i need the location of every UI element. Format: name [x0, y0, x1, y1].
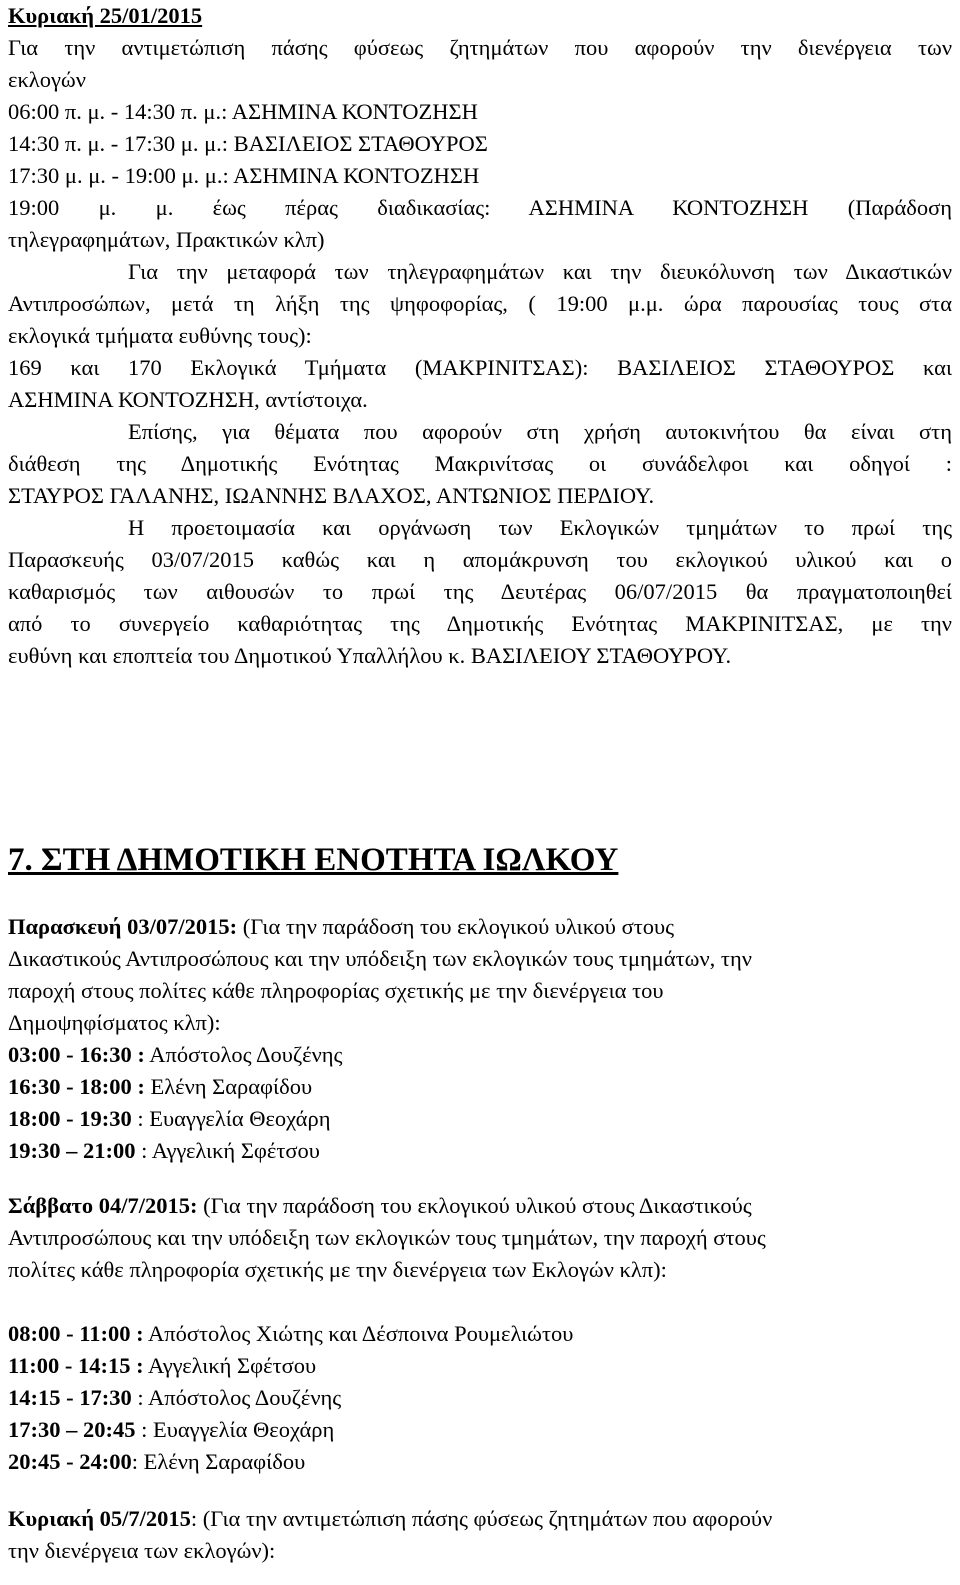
shift-person: Απόστολος Χιώτης και Δέσποινα Ρουμελιώτου	[143, 1321, 574, 1346]
shift-line: 14:30 π. μ. - 17:30 μ. μ.: ΒΑΣΙΛΕΙΟΣ ΣΤΑΘΟΥΡΟΣ	[8, 131, 488, 156]
day-label: Παρασκευή 03/07/2015:	[8, 914, 238, 939]
shift-person: Ελένη Σαραφίδου	[144, 1074, 313, 1099]
day-description: Δικαστικούς Αντιπροσώπους και την υπόδειξη των εκλογικών τους τμημάτων, την	[8, 946, 752, 971]
shift-time: 03:00 - 16:30 :	[8, 1042, 145, 1067]
shift-line: 06:00 π. μ. - 14:30 π. μ.: ΑΣΗΜΙΝΑ ΚΟΝΤΟΖΗΣΗ	[8, 99, 478, 124]
shift-line: 17:30 μ. μ. - 19:00 μ. μ.: ΑΣΗΜΙΝΑ ΚΟΝΤΟΖΗΣΗ	[8, 163, 480, 188]
preparation-paragraph-line: Η προετοιμασία και οργάνωση των Εκλογικών τμημάτων το πρωί της	[128, 515, 952, 540]
day-description: (Για την παράδοση του εκλογικού υλικού στους Δικαστικούς	[197, 1193, 752, 1218]
day-label: Σάββατο 04/7/2015:	[8, 1193, 198, 1218]
shift-time: 18:00 - 19:30	[8, 1106, 132, 1131]
shift-row	[8, 1135, 952, 1167]
preparation-paragraph-line: Παρασκευής 03/07/2015 καθώς και η απομάκρυνση του εκλογικού υλικού και ο	[8, 547, 952, 572]
shift-line: τηλεγραφημάτων, Πρακτικών κλπ)	[8, 227, 325, 252]
shift-time: 16:30 - 18:00 :	[8, 1074, 145, 1099]
vehicle-paragraph-line: διάθεση της Δημοτικής Ενότητας Μακρινίτσας οι συνάδελφοι και οδηγοί :	[8, 451, 952, 476]
shift-row	[8, 1039, 952, 1071]
sunday-block	[8, 1503, 952, 1567]
shift-time: 08:00 - 11:00 :	[8, 1321, 144, 1346]
intro-line: εκλογών	[8, 67, 86, 92]
shift-line: 19:00 μ. μ. έως πέρας διαδικασίας: ΑΣΗΜΙΝΑ ΚΟΝΤΟΖΗΣΗ (Παράδοση	[8, 195, 952, 220]
shift-row	[8, 1350, 952, 1382]
shift-row	[8, 1318, 952, 1350]
shift-person: : Αγγελική Σφέτσου	[135, 1138, 320, 1163]
shift-person: : Ελένη Σαραφίδου	[131, 1449, 306, 1474]
section-a	[8, 0, 952, 672]
preparation-paragraph-line: καθαρισμός των αιθουσών το πρωί της Δευτέρας 06/07/2015 θα πραγματοποιηθεί	[8, 579, 952, 604]
day-description: πολίτες κάθε πληροφορία σχετικής με την διενέργεια των Εκλογών κλπ):	[8, 1257, 667, 1282]
saturday-block	[8, 1190, 952, 1286]
day-description: Δημοψηφίσματος κλπ):	[8, 1010, 221, 1035]
day-description: παροχή στους πολίτες κάθε πληροφορίας σχετικής με την διενέργεια του	[8, 978, 664, 1003]
friday-block	[8, 911, 952, 1167]
vehicle-paragraph-line: ΣΤΑΥΡΟΣ ΓΑΛΑΝΗΣ, ΙΩΑΝΝΗΣ ΒΛΑΧΟΣ, ΑΝΤΩΝΙΟΣ ΠΕΡΔΙΟΥ.	[8, 483, 655, 508]
shift-row	[8, 1446, 952, 1478]
preparation-paragraph-line: από το συνεργείο καθαριότητας της Δημοτικής Ενότητας ΜΑΚΡΙΝΙΤΣΑΣ, με την	[8, 611, 952, 636]
shift-row	[8, 1414, 952, 1446]
shift-row	[8, 1071, 952, 1103]
day-description: : (Για την αντιμετώπιση πάσης φύσεως ζητημάτων που αφορούν	[190, 1506, 773, 1531]
section-heading: 7. ΣΤΗ ΔΗΜΟΤΙΚΗ ΕΝΟΤΗΤΑ ΙΩΛΚΟΥ	[8, 842, 619, 878]
date-heading: Κυριακή 25/01/2015	[8, 3, 203, 28]
transport-paragraph-line: Αντιπροσώπων, μετά τη λήξη της ψηφοφορίας, ( 19:00 μ.μ. ώρα παρουσίας τους στα	[8, 291, 952, 316]
transport-paragraph-line: ΑΣΗΜΙΝΑ ΚΟΝΤΟΖΗΣΗ, αντίστοιχα.	[8, 387, 368, 412]
shift-time: 11:00 - 14:15 :	[8, 1353, 144, 1378]
intro-line: Για την αντιμετώπιση πάσης φύσεως ζητημάτων που αφορούν την διενέργεια των	[8, 35, 952, 60]
shift-person: Απόστολος Δουζένης	[144, 1042, 343, 1067]
shift-person: : Ευαγγελία Θεοχάρη	[131, 1106, 331, 1131]
shift-time: 17:30 – 20:45	[8, 1417, 136, 1442]
day-description: (Για την παράδοση του εκλογικού υλικού στους	[237, 914, 675, 939]
vehicle-paragraph-line: Επίσης, για θέματα που αφορούν στη χρήση αυτοκινήτου θα είναι στη	[128, 419, 952, 444]
saturday-shifts	[8, 1318, 952, 1478]
shift-time: 20:45 - 24:00	[8, 1449, 132, 1474]
preparation-paragraph-line: ευθύνη και εποπτεία του Δημοτικού Υπαλλήλου κ. ΒΑΣΙΛΕΙΟΥ ΣΤΑΘΟΥΡΟΥ.	[8, 643, 732, 668]
shift-time: 19:30 – 21:00	[8, 1138, 136, 1163]
day-label: Κυριακή 05/7/2015	[8, 1506, 191, 1531]
shift-time: 14:15 - 17:30	[8, 1385, 132, 1410]
shift-row	[8, 1382, 952, 1414]
shift-person: : Ευαγγελία Θεοχάρη	[135, 1417, 335, 1442]
shift-person: Αγγελική Σφέτσου	[143, 1353, 317, 1378]
transport-paragraph-line: 169 και 170 Εκλογικά Τμήματα (ΜΑΚΡΙΝΙΤΣΑΣ): ΒΑΣΙΛΕΙΟΣ ΣΤΑΘΟΥΡΟΣ και	[8, 355, 952, 380]
shift-person: : Απόστολος Δουζένης	[131, 1385, 342, 1410]
day-description: την διενέργεια των εκλογών):	[8, 1538, 276, 1563]
shift-row	[8, 1103, 952, 1135]
transport-paragraph-line: εκλογικά τμήματα ευθύνης τους):	[8, 323, 312, 348]
transport-paragraph-line: Για την μεταφορά των τηλεγραφημάτων και την διευκόλυνση των Δικαστικών	[128, 259, 952, 284]
day-description: Αντιπροσώπους και την υπόδειξη των εκλογικών τους τμημάτων, την παροχή στους	[8, 1225, 766, 1250]
